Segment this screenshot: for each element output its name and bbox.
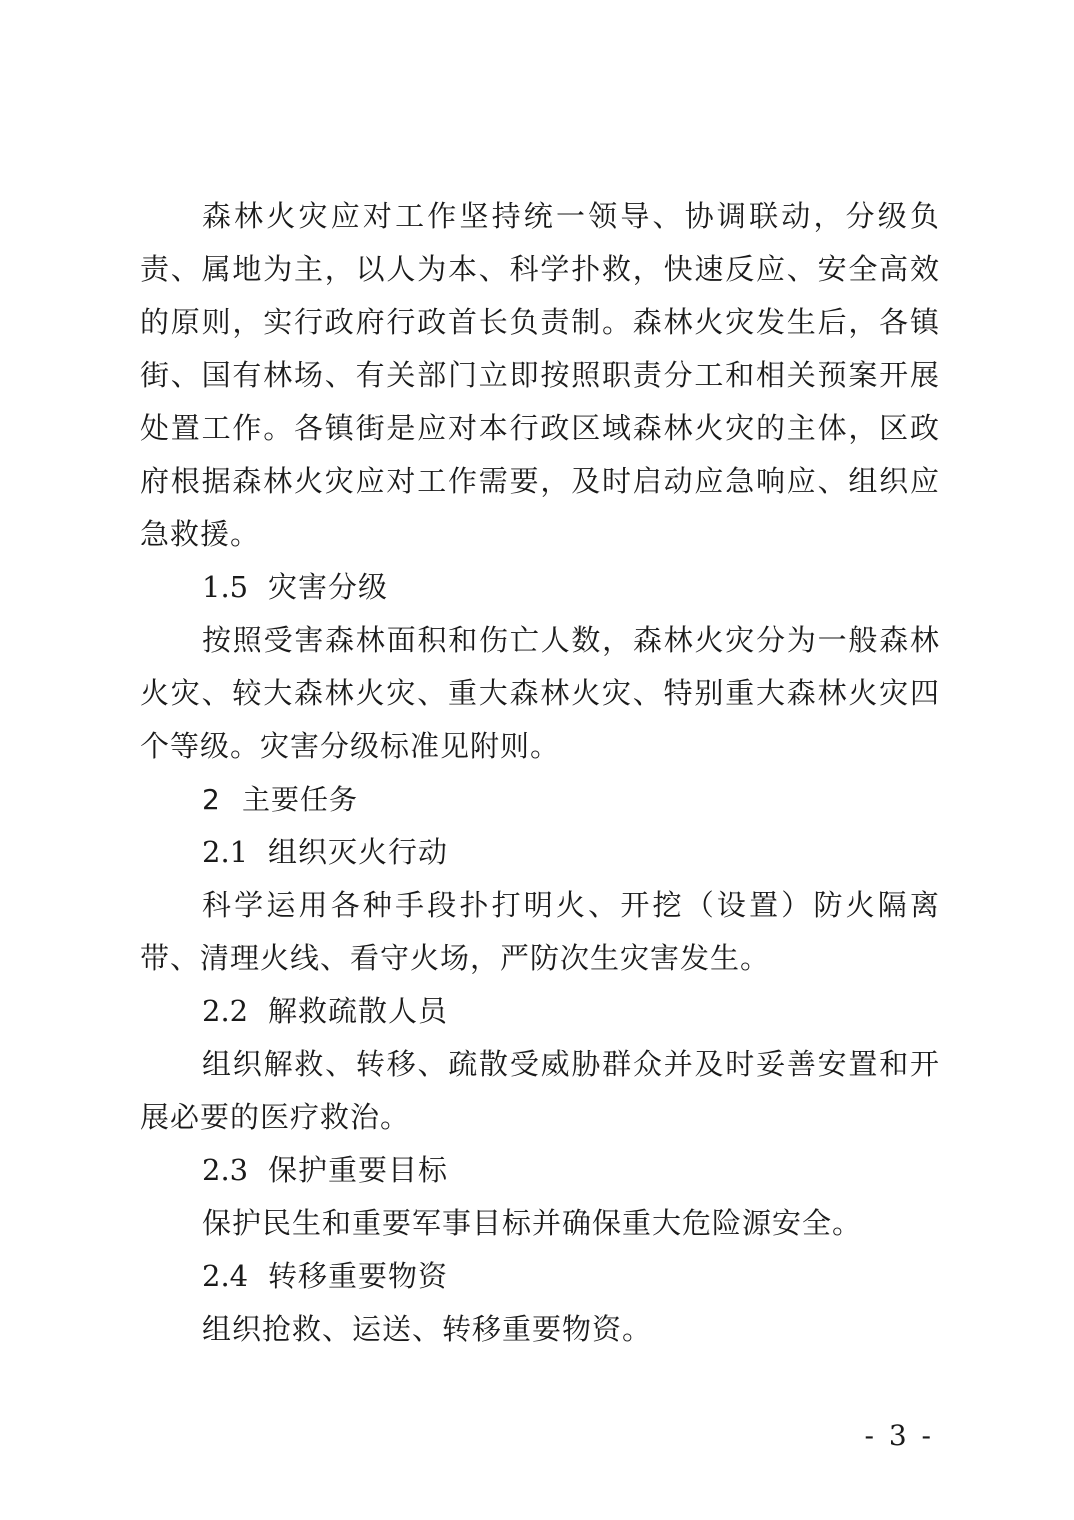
section-number: 2.2	[202, 994, 249, 1028]
chapter-number: 2	[202, 783, 220, 816]
section-number: 2.1	[202, 835, 249, 869]
chapter-heading-2	[140, 773, 940, 826]
paragraph-evacuation: 组织解救、转移、疏散受威胁群众并及时妥善安置和开展必要的医疗救治。	[140, 1047, 940, 1134]
section-title: 组织灭火行动	[268, 835, 449, 869]
section-title: 保护重要目标	[268, 1153, 449, 1187]
section-heading-2-2	[140, 985, 940, 1038]
section-number: 1.5	[202, 570, 249, 604]
section-heading-2-1	[140, 826, 940, 879]
paragraph-firefighting: 科学运用各种手段扑打明火、开挖（设置）防火隔离带、清理火线、看守火场，严防次生灾害发生。	[140, 888, 940, 975]
paragraph-protect-targets: 保护民生和重要军事目标并确保重大危险源安全。	[202, 1206, 863, 1240]
section-heading-2-3	[140, 1144, 940, 1197]
paragraph-transfer-materials: 组织抢救、运送、转移重要物资。	[202, 1312, 653, 1346]
section-heading-1-5	[140, 561, 940, 614]
section-title: 转移重要物资	[268, 1259, 449, 1293]
paragraph-principles: 森林火灾应对工作坚持统一领导、协调联动，分级负责、属地为主，以人为本、科学扑救，快速反应、安全高效的原则，实行政府行政首长负责制。森林火灾发生后，各镇街、国有林场、有关部门立即按照职责分工和相关预案开展处置工作。各镇街是应对本行政区域森林火灾的主体，区政府根据森林火灾应对工作需要，及时启动应急响应、组织应急救援。	[140, 199, 940, 551]
paragraph-disaster-levels: 按照受害森林面积和伤亡人数，森林火灾分为一般森林火灾、较大森林火灾、重大森林火灾、特别重大森林火灾四个等级。灾害分级标准见附则。	[140, 623, 940, 763]
chapter-title: 主要任务	[242, 783, 359, 816]
document-body	[140, 190, 940, 1356]
section-heading-2-4	[140, 1250, 940, 1303]
section-number: 2.3	[202, 1153, 249, 1187]
section-title: 灾害分级	[268, 570, 389, 604]
section-title: 解救疏散人员	[268, 994, 449, 1028]
section-number: 2.4	[202, 1259, 249, 1293]
page-number: - 3 -	[864, 1419, 934, 1452]
